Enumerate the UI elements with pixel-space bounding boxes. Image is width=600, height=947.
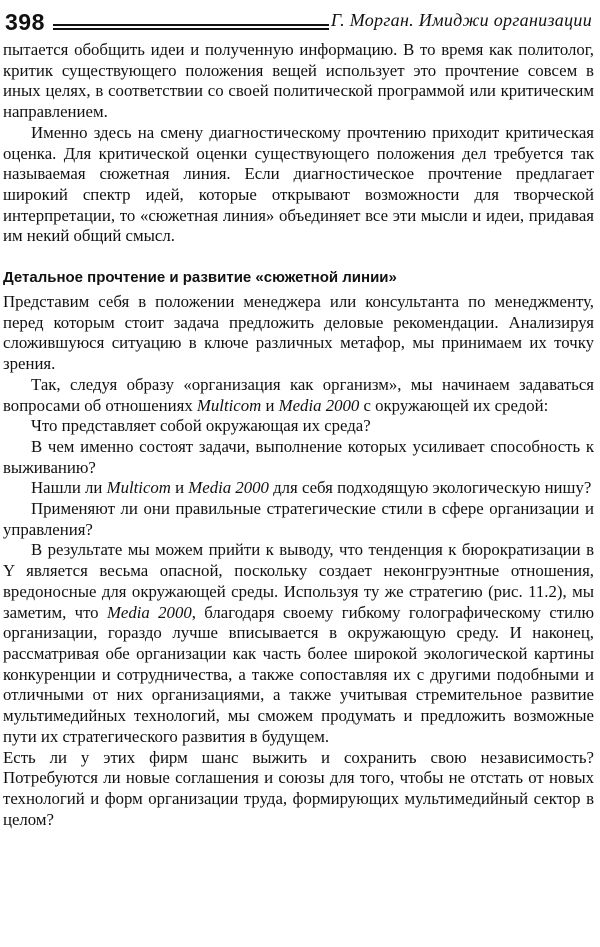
page-header: [3, 0, 594, 40]
paragraph-conclusion: [3, 540, 594, 747]
text-run: для себя подходящую экологическую нишу?: [268, 478, 592, 498]
paragraph-continued: пытается обобщить идеи и полученную информацию. В то время как политолог, критик существующего положения вещей использует это прочтение совсем в иных целях, в соответствии со своей политической программой или критическим направлением.: [3, 40, 594, 122]
running-title: Г. Морган. Имиджи организации: [330, 10, 592, 30]
page-body: [3, 40, 594, 830]
page-number: 398: [5, 9, 45, 35]
question-survival-tasks: В чем именно состоят задачи, выполнение которых усиливает способность к выживанию?: [3, 436, 594, 477]
paragraph-organism-metaphor: [3, 375, 594, 416]
paragraph-closing-questions: Есть ли у этих фирм шанс выжить и сохранить свою независимость? Потребуются ли новые соглашения и союзы для того, чтобы не отстать от новых технологий и форм организации труда, формирующих мультимедийный сектор в целом?: [3, 747, 594, 829]
company-name-media2000: Media 2000: [188, 478, 269, 498]
company-name-multicom: Multicom: [106, 478, 171, 498]
question-ecological-niche: [3, 478, 594, 499]
header-double-rule: [53, 24, 329, 30]
text-run: , благодаря своему гибкому голографическому стилю организации, гораздо лучше вписывается в окружающую среду. И наконец, рассматривая обе организации как часть более широкой экологической картины конкуренции и сотрудничества, а также сопоставляя их с другими подобными и отличными от них организациями, а также учитывая стремительное развитие мультимедийных технологий, мы сможем продумать и предложить возможные пути их стратегического развития в будущем.: [3, 602, 594, 746]
company-name-multicom: Multicom: [196, 395, 262, 415]
company-name-media2000: Media 2000: [278, 395, 360, 415]
text-run: Нашли ли: [31, 478, 107, 498]
text-run: Так, следуя образу «организация как организм», мы начинаем задаваться вопросами об отношениях: [3, 374, 594, 415]
text-run: и: [261, 395, 279, 415]
company-name-media2000: Media 2000: [106, 602, 192, 622]
question-strategic-styles: Применяют ли они правильные стратегические стили в сфере организации и управления?: [3, 499, 594, 539]
text-run: В результате мы можем прийти к выводу, что тенденция к бюрократизации в Y является весьма опасной, поскольку создает неконгруэнтные отношения, вредоносные для окружающей среды. Используя ту же стратегию (рис. 11.2), мы заметим, что: [3, 540, 594, 622]
question-environment: Что представляет собой окружающая их среда?: [31, 416, 371, 436]
paragraph-critical-assessment: Именно здесь на смену диагностическому прочтению приходит критическая оценка. Для критической оценки существующего положения дел требуется так называемая сюжетная линия. Если диагностическое прочтение предлагает широкий спектр идей, которые открывают возможности для творческой интерпретации, то «сюжетная линия» объединяет все эти мысли и идеи, придавая им некий общий смысл.: [3, 122, 594, 246]
text-run: и: [170, 478, 189, 498]
paragraph-consultant: Представим себя в положении менеджера или консультанта по менеджменту, перед которым стоит задача предложить деловые рекомендации. Анализируя сложившуюся ситуацию в ключе различных метафор, мы принимаем их точку зрения.: [3, 292, 594, 374]
section-heading: Детальное прочтение и развитие «сюжетной линии»: [3, 269, 397, 287]
text-run: с окружающей их средой:: [359, 395, 549, 415]
